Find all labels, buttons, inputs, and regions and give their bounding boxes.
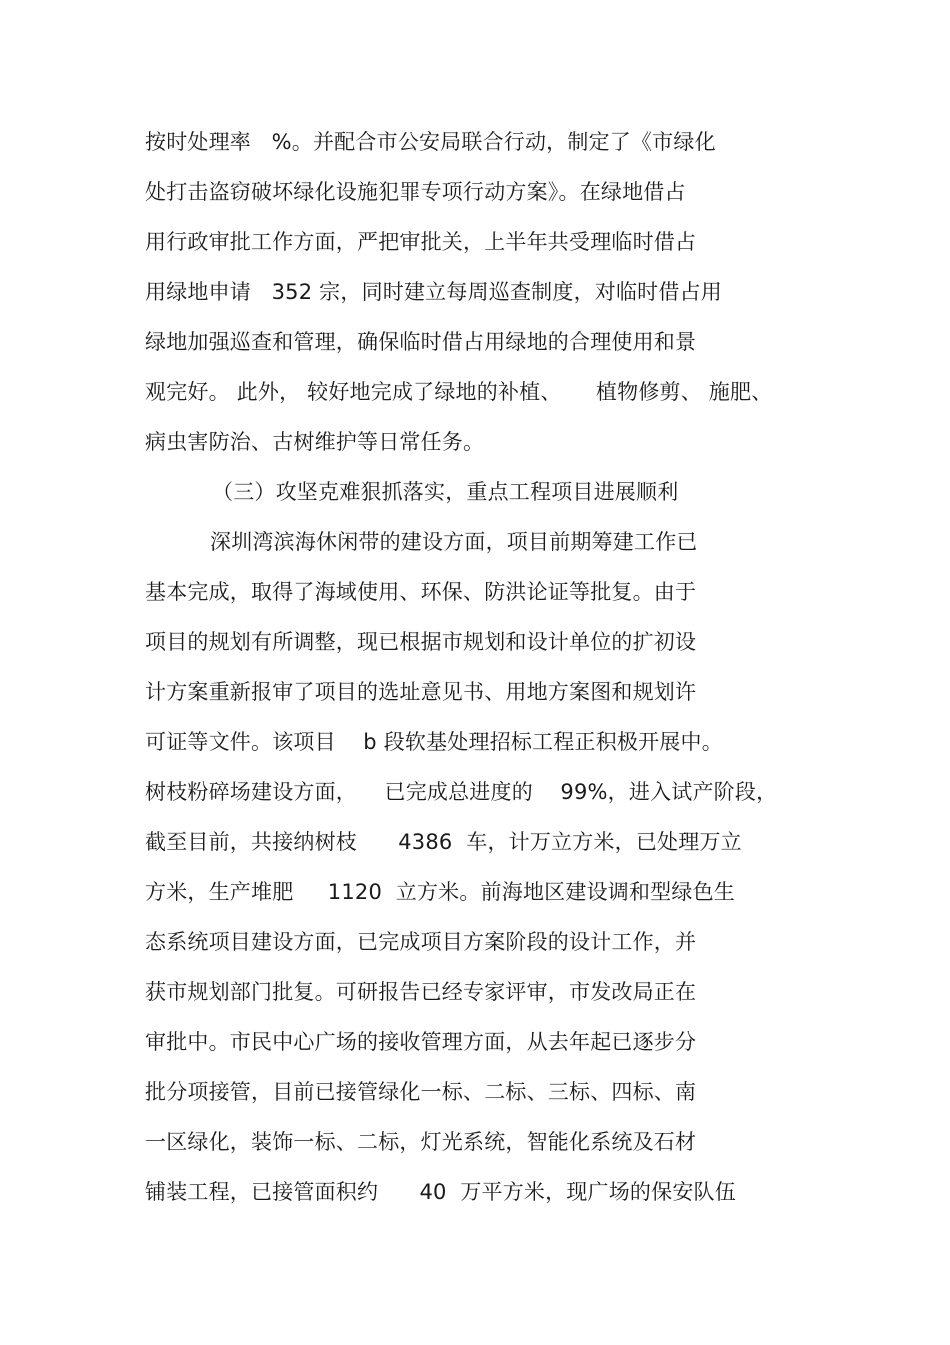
body-text-line: 处打击盗窃破坏绿化设施犯罪专项行动方案》。在绿地借占 — [145, 180, 686, 204]
body-text-line: 病虫害防治、古树维护等日常任务。 — [145, 430, 485, 454]
body-text-line: 观完好。 此外， 较好地完成了绿地的补植、 植物修剪、 施肥、 — [145, 380, 773, 404]
body-text-line: 基本完成，取得了海域使用、环保、防洪论证等批复。由于 — [145, 580, 697, 604]
body-text-line: 项目的规划有所调整，现已根据市规划和设计单位的扩初设 — [145, 630, 697, 654]
body-text-line: 按时处理率 %。并配合市公安局联合行动，制定了《市绿化 — [145, 130, 716, 154]
body-text-line: 态系统项目建设方面，已完成项目方案阶段的设计工作，并 — [145, 930, 697, 954]
body-text-line: 批分项接管，目前已接管绿化一标、二标、三标、四标、南 — [145, 1080, 697, 1104]
body-text-line: 树枝粉碎场建设方面， 已完成总进度的 99%，进入试产阶段， — [145, 780, 778, 804]
body-text-line: 绿地加强巡查和管理，确保临时借占用绿地的合理使用和景 — [145, 330, 697, 354]
body-text-line: 截至目前，共接纳树枝 4386 车，计万立方米，已处理万立 — [145, 830, 742, 854]
body-text-line: 计方案重新报审了项目的选址意见书、用地方案图和规划许 — [145, 680, 697, 704]
body-text-line: 获市规划部门批复。可研报告已经专家评审，市发改局正在 — [145, 980, 697, 1004]
body-text-line: 用绿地申请 352 宗，同时建立每周巡查制度，对临时借占用 — [145, 280, 722, 304]
body-text-line: 铺装工程，已接管面积约 40 万平方米，现广场的保安队伍 — [145, 1180, 736, 1204]
section-heading: （三）攻坚克难狠抓落实，重点工程项目进展顺利 — [212, 480, 679, 504]
body-text-line: 方米，生产堆肥 1120 立方米。前海地区建设调和型绿色生 — [145, 880, 735, 904]
body-text-line: 一区绿化，装饰一标、二标，灯光系统，智能化系统及石材 — [145, 1130, 697, 1154]
body-text-line: 用行政审批工作方面，严把审批关，上半年共受理临时借占 — [145, 230, 697, 254]
paragraph-first-line: 深圳湾滨海休闲带的建设方面，项目前期筹建工作已 — [210, 530, 698, 554]
body-text-line: 可证等文件。该项目 b 段软基处理招标工程正积极开展中。 — [145, 730, 723, 754]
body-text-line: 审批中。市民中心广场的接收管理方面，从去年起已逐步分 — [145, 1030, 697, 1054]
